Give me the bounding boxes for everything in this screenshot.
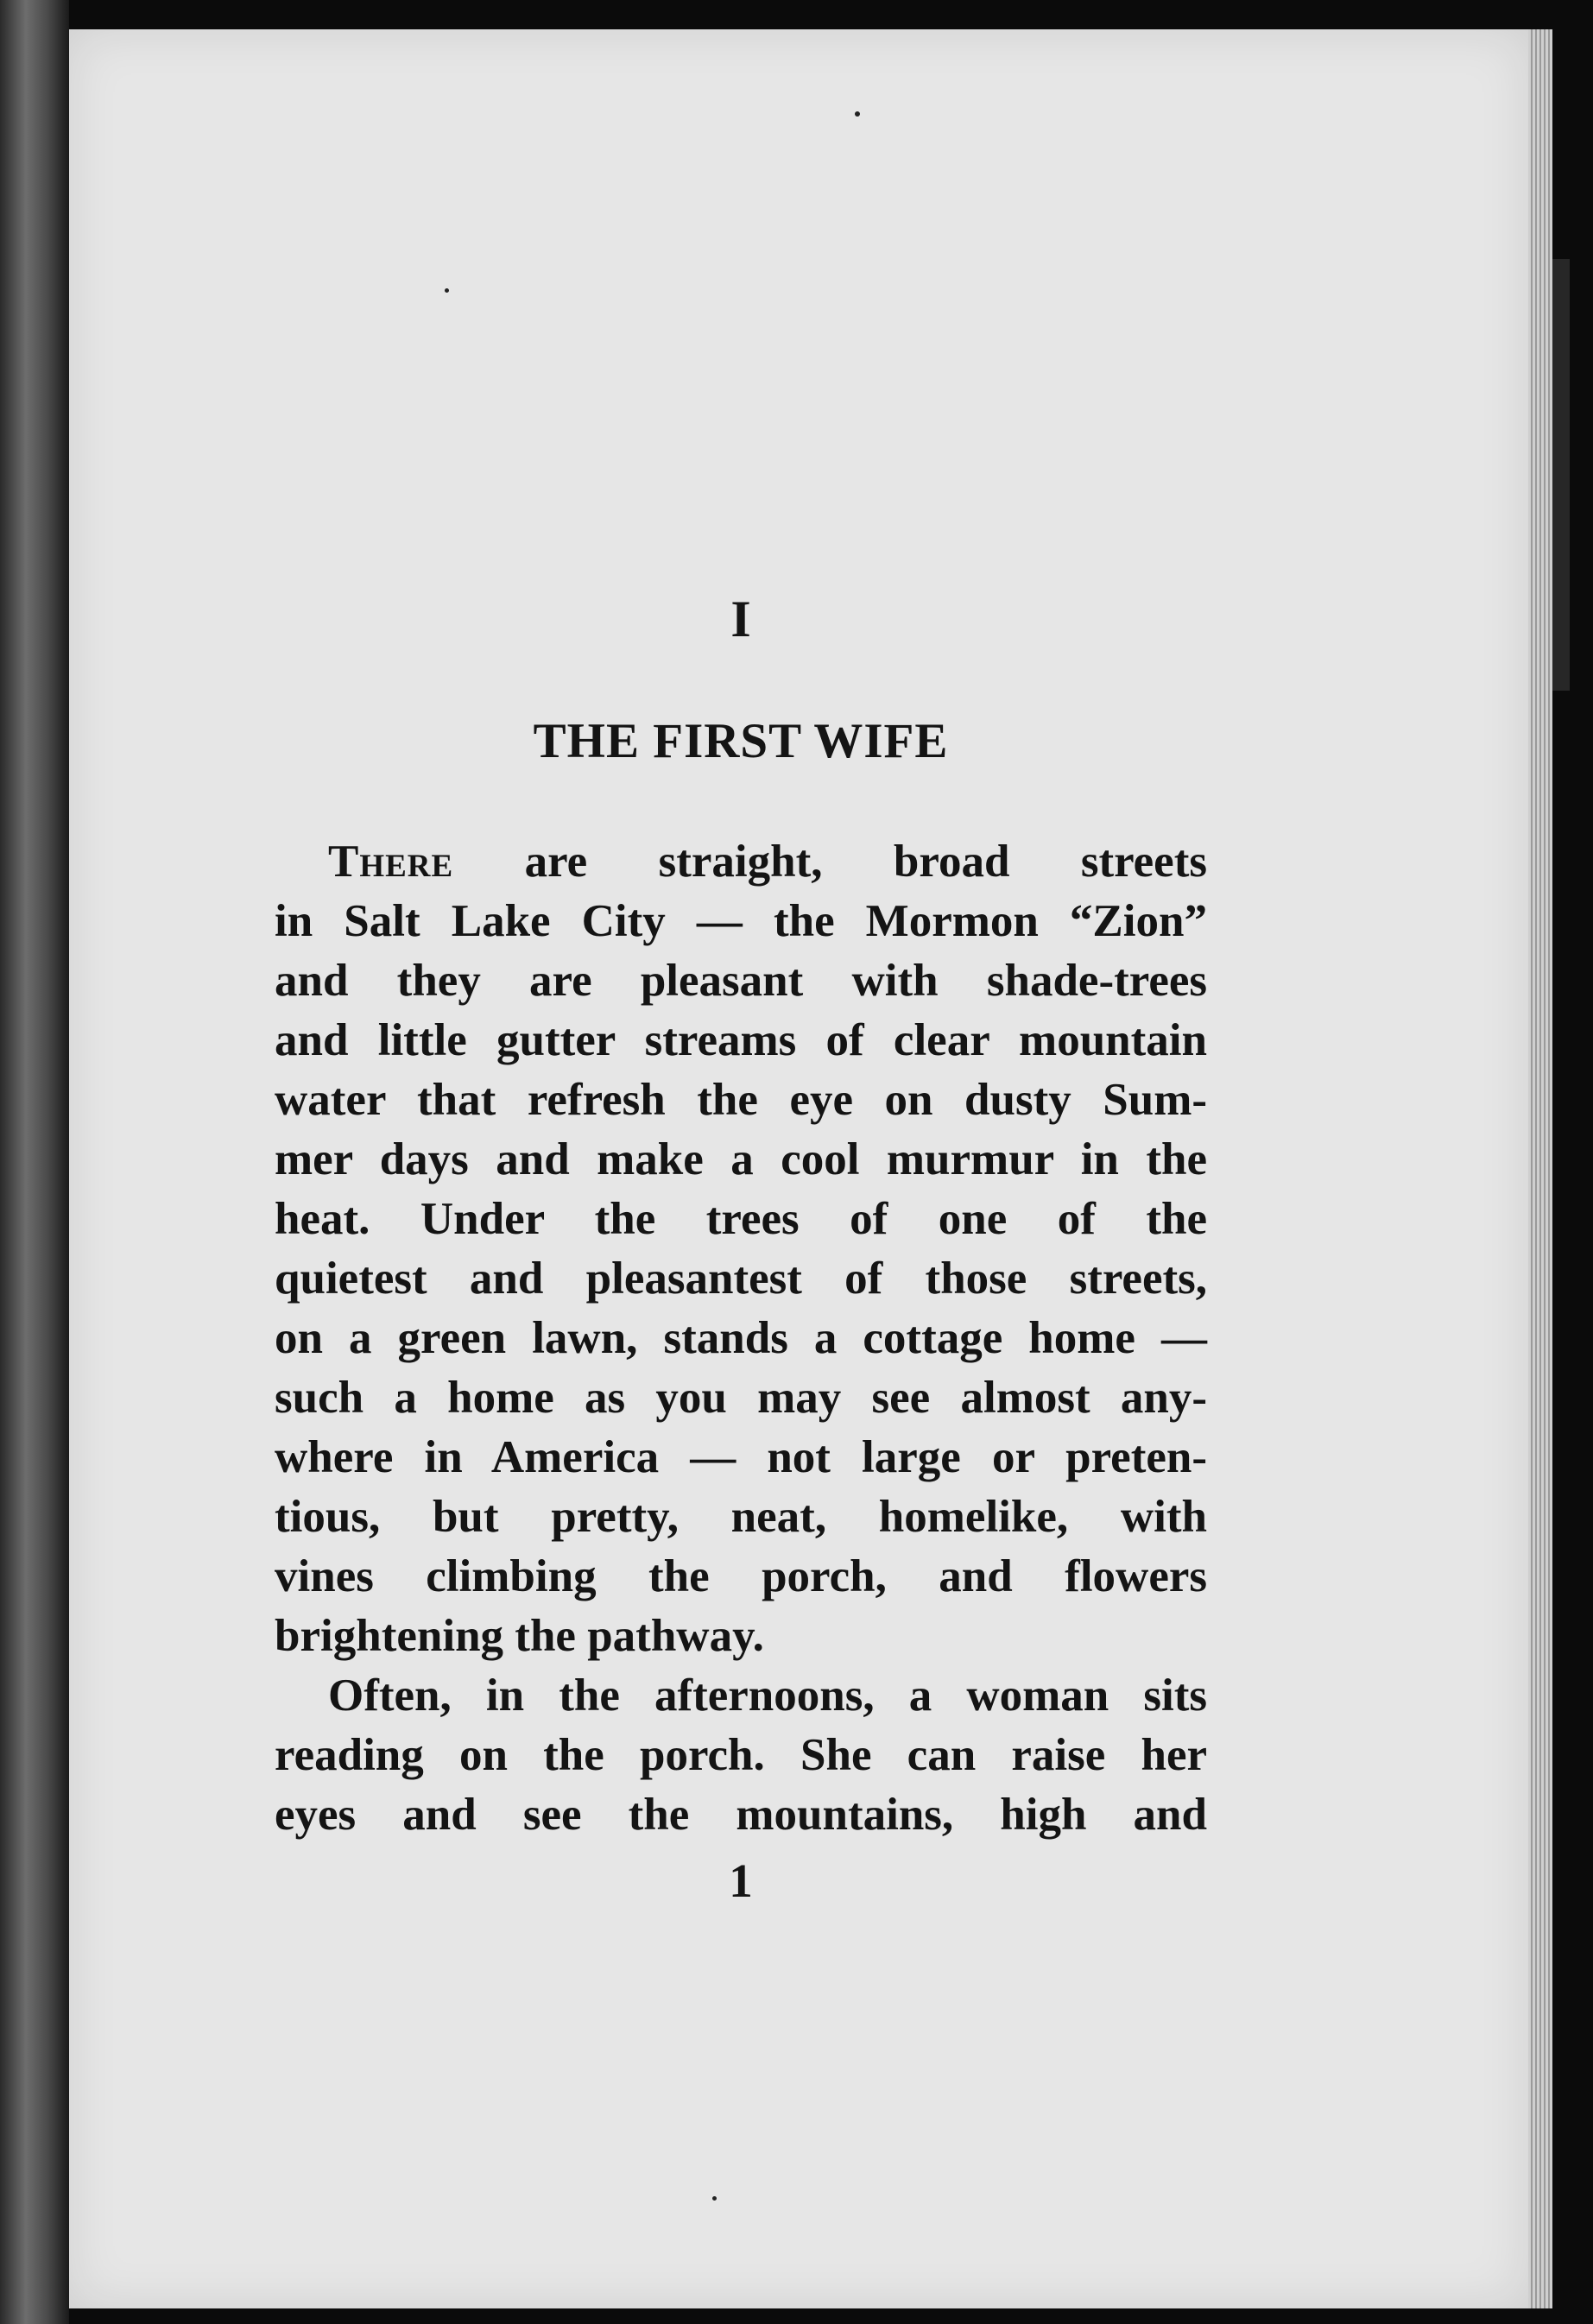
body-text — [275, 832, 1207, 1845]
text-line: where in America — not large or preten- — [275, 1432, 1207, 1482]
text-line: water that refresh the eye on dusty Sum- — [275, 1075, 1207, 1125]
binding-shadow — [1552, 259, 1570, 691]
book-block-edge — [1528, 29, 1552, 2308]
text-line: reading on the porch. She can raise her — [275, 1730, 1207, 1780]
text-line: and they are pleasant with shade-trees — [275, 956, 1207, 1006]
paper-speck — [855, 111, 860, 117]
text-line: mer days and make a cool murmur in the — [275, 1134, 1207, 1184]
page-number: 1 — [729, 1854, 753, 1907]
text-line: Often, in the afternoons, a woman sits — [328, 1670, 1207, 1721]
text-line: brightening the pathway. — [275, 1611, 764, 1661]
drop-lead-word: There — [328, 837, 454, 887]
book-page — [69, 29, 1528, 2308]
text-line: such a home as you may see almost any- — [275, 1373, 1207, 1423]
text-line: eyes and see the mountains, high and — [275, 1790, 1207, 1840]
paragraph-2 — [275, 1666, 1207, 1845]
chapter-number: I — [730, 590, 751, 647]
text-line: in Salt Lake City — the Mormon “Zion” — [275, 896, 1207, 946]
text-line: tious, but pretty, neat, homelike, with — [275, 1492, 1207, 1542]
text-line: on a green lawn, stands a cottage home — — [275, 1313, 1207, 1363]
text-line: and little gutter streams of clear mountain — [275, 1015, 1207, 1065]
chapter-title: THE FIRST WIFE — [533, 714, 949, 768]
paper-speck — [445, 288, 449, 293]
text-line: quietest and pleasantest of those streets, — [275, 1254, 1207, 1304]
paper-speck — [712, 2196, 717, 2201]
text-line: heat. Under the trees of one of the — [275, 1194, 1207, 1244]
text-line: There are straight, broad streets — [328, 837, 1207, 887]
text-line: vines climbing the porch, and flowers — [275, 1551, 1207, 1601]
adjacent-page-edge — [0, 0, 69, 2324]
paragraph-1 — [275, 832, 1207, 1666]
